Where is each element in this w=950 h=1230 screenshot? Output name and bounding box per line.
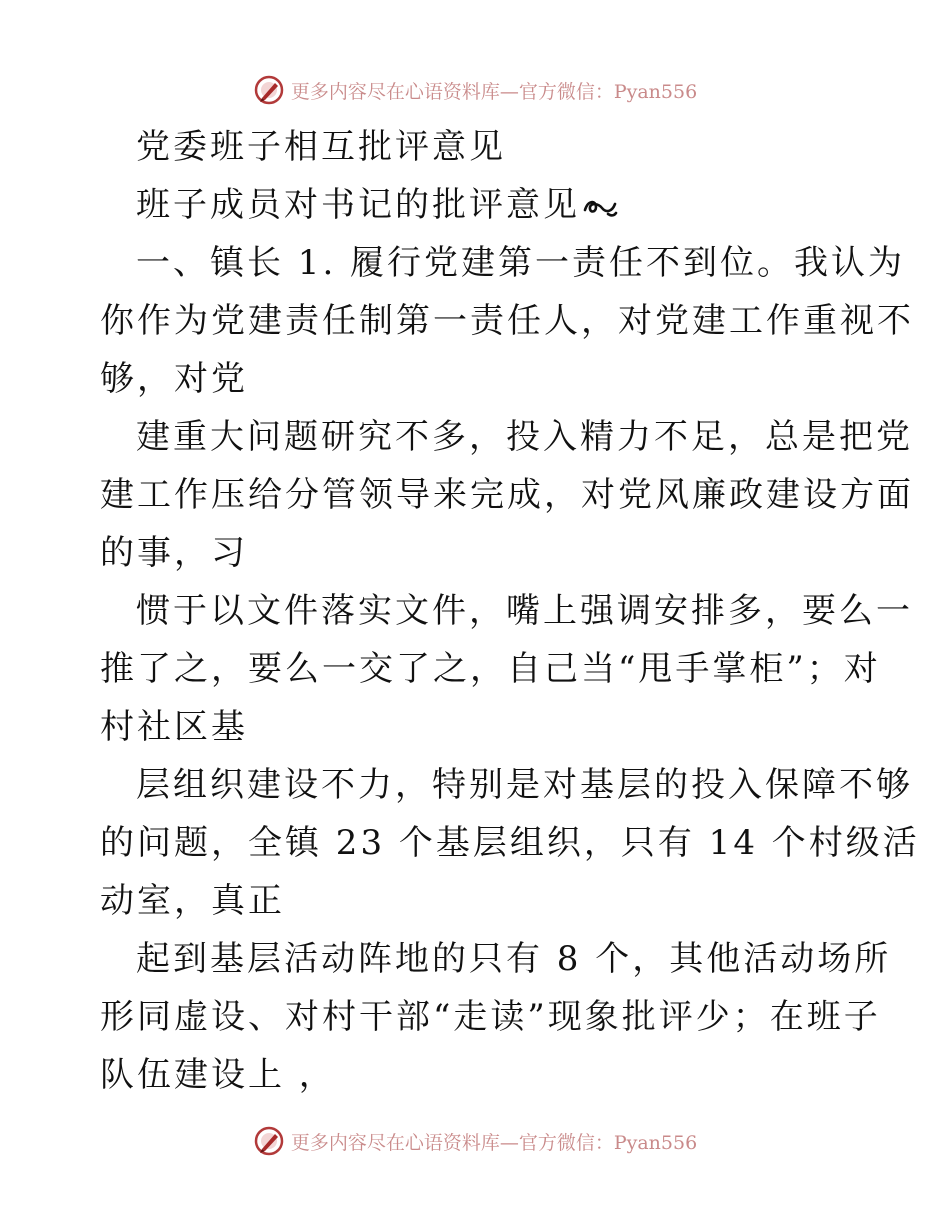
paragraph-line: 动室，真正 — [100, 881, 285, 921]
header-banner-inner — [253, 74, 697, 106]
document-body — [100, 118, 920, 1104]
paragraph-line: 村社区基 — [100, 707, 248, 747]
header-banner-text: 更多内容尽在心语资料库—官方微信：Pyan556 — [290, 80, 698, 103]
paragraph-line: 建工作压给分管领导来完成，对党风廉政建设方面 — [100, 475, 914, 515]
section-heading-text: 班子成员对书记的批评意见 — [136, 185, 580, 225]
paragraph-line: 一、镇长 1. 履行党建第一责任不到位。我认为 — [136, 243, 906, 283]
paragraph-line: 层组织建设不力，特别是对基层的投入保障不够 — [136, 765, 913, 805]
paragraph-line: 的事，习 — [100, 533, 248, 573]
paragraph-line: 起到基层活动阵地的只有 8 个，其他活动场所 — [136, 939, 892, 979]
footer-banner — [0, 1121, 950, 1161]
document-title: 党委班子相互批评意见 — [136, 127, 506, 167]
paragraph-line: 形同虚设、对村干部“走读”现象批评少；在班子 — [100, 997, 881, 1037]
pen-logo-icon — [253, 74, 285, 106]
pen-logo-icon — [253, 1125, 285, 1157]
paragraph-line: 够，对党 — [100, 359, 248, 399]
header-banner — [0, 70, 950, 110]
paragraph-line: 建重大问题研究不多，投入精力不足，总是把党 — [136, 417, 913, 457]
flourish-icon — [582, 194, 618, 220]
paragraph-line: 的问题，全镇 23 个基层组织，只有 14 个村级活 — [100, 823, 920, 863]
paragraph-line: 队伍建设上 ， — [100, 1055, 336, 1095]
section-heading — [100, 176, 860, 234]
footer-banner-inner — [253, 1125, 697, 1157]
footer-banner-text: 更多内容尽在心语资料库—官方微信：Pyan556 — [290, 1131, 698, 1154]
paragraph-line: 你作为党建责任制第一责任人，对党建工作重视不 — [100, 301, 914, 341]
paragraph-line: 惯于以文件落实文件，嘴上强调安排多，要么一 — [136, 591, 913, 631]
paragraph-line: 推了之，要么一交了之，自己当“甩手掌柜”；对 — [100, 649, 881, 689]
